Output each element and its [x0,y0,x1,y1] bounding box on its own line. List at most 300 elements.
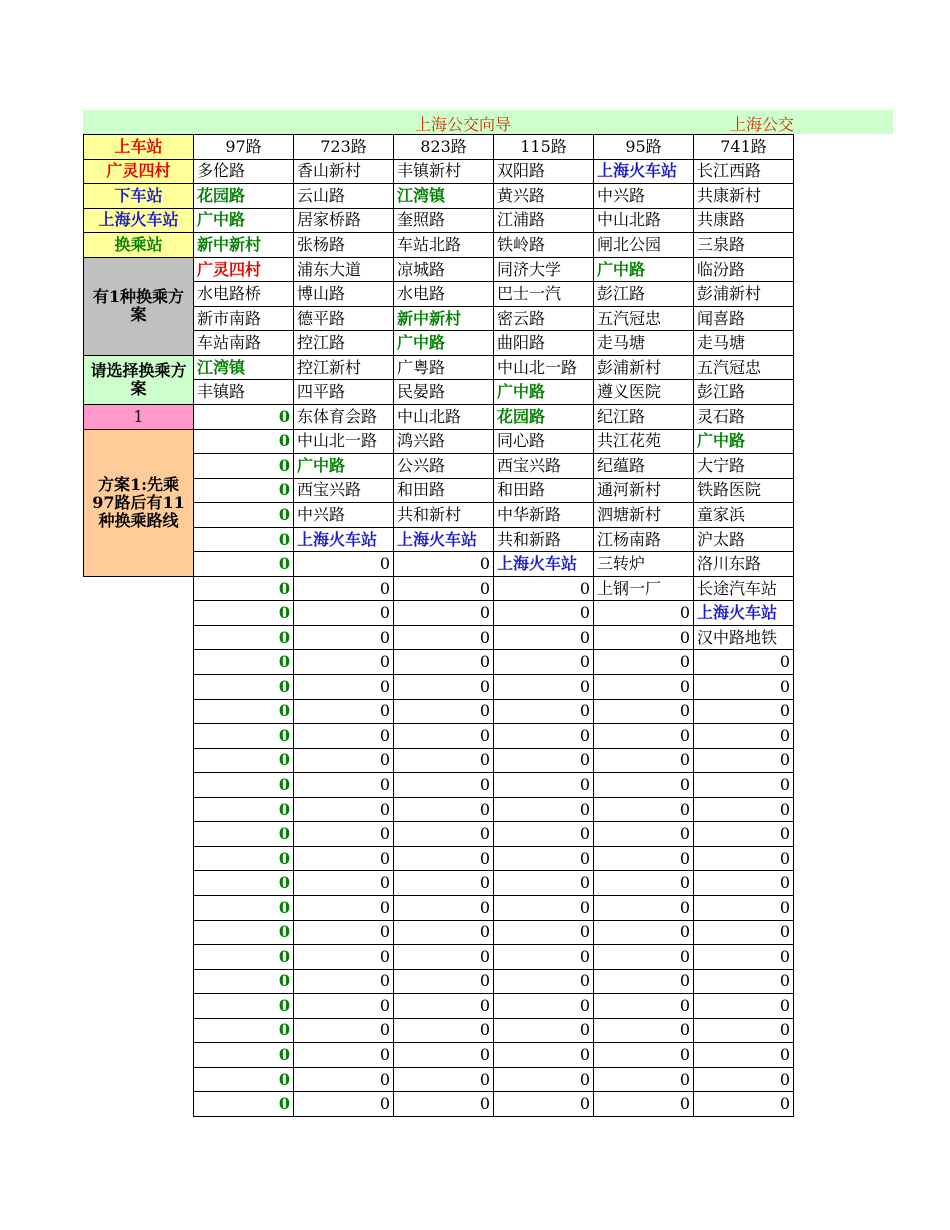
stop-cell: 双阳路 [494,159,594,184]
zero-cell: 0 [494,650,594,675]
table-row [84,773,794,798]
table-row [84,625,794,650]
stop-cell: 广中路 [494,380,594,405]
zero-cell: 0 [294,773,394,798]
stop-cell: 广中路 [594,257,694,282]
zero-cell: 0 [194,699,294,724]
zero-cell: 0 [694,846,794,871]
table-row [84,920,794,945]
zero-cell: 0 [294,822,394,847]
zero-cell: 0 [594,748,694,773]
zero-cell: 0 [394,699,494,724]
zero-cell: 0 [194,650,294,675]
zero-cell: 0 [394,1092,494,1117]
stop-cell: 中兴路 [594,184,694,209]
empty-cell [84,1067,194,1092]
route-header: 95路 [594,135,694,160]
stop-cell: 西宝兴路 [494,454,594,479]
zero-cell: 0 [194,478,294,503]
stop-cell: 博山路 [294,282,394,307]
table-row [84,1018,794,1043]
zero-cell: 0 [294,699,394,724]
zero-cell: 0 [294,797,394,822]
table-row [84,895,794,920]
stop-cell: 共康路 [694,208,794,233]
table-row [84,675,794,700]
stop-cell: 控江路 [294,331,394,356]
stop-cell: 张杨路 [294,233,394,258]
table-row [84,355,794,380]
zero-cell: 0 [594,601,694,626]
empty-cell [84,945,194,970]
stop-cell: 上海火车站 [694,601,794,626]
zero-cell: 0 [694,945,794,970]
zero-cell: 0 [194,1018,294,1043]
zero-cell: 0 [594,699,694,724]
empty-cell [84,576,194,601]
stop-cell: 公兴路 [394,454,494,479]
zero-cell: 0 [494,748,594,773]
zero-cell: 0 [394,994,494,1019]
board-title: 上车站 [84,135,194,160]
stop-cell: 上钢一厂 [594,576,694,601]
zero-cell: 0 [494,994,594,1019]
empty-cell [84,1092,194,1117]
stop-cell: 五汽冠忠 [594,306,694,331]
zero-cell: 0 [594,945,694,970]
zero-cell: 0 [194,920,294,945]
route-header: 97路 [194,135,294,160]
stop-cell: 黄兴路 [494,184,594,209]
table-row [84,601,794,626]
empty-cell [84,822,194,847]
zero-cell: 0 [394,1043,494,1068]
zero-cell: 0 [394,724,494,749]
zero-cell: 0 [594,994,694,1019]
stop-cell: 东体育会路 [294,405,394,430]
stop-cell: 车站南路 [194,331,294,356]
zero-cell: 0 [194,724,294,749]
zero-cell: 0 [294,920,394,945]
stop-cell: 广中路 [294,454,394,479]
zero-cell: 0 [694,699,794,724]
stop-cell: 中山北一路 [294,429,394,454]
table-row [84,846,794,871]
zero-cell: 0 [394,797,494,822]
zero-cell: 0 [694,650,794,675]
zero-cell: 0 [194,503,294,528]
stop-cell: 大宁路 [694,454,794,479]
zero-cell: 0 [194,454,294,479]
empty-cell [84,601,194,626]
stop-cell: 广中路 [694,429,794,454]
table-row [84,405,794,430]
empty-cell [84,920,194,945]
zero-cell: 0 [694,748,794,773]
zero-cell: 0 [394,625,494,650]
stop-cell: 长江西路 [694,159,794,184]
zero-cell: 0 [194,846,294,871]
zero-cell: 0 [194,527,294,552]
zero-cell: 0 [494,895,594,920]
zero-cell: 0 [694,994,794,1019]
stop-cell: 德平路 [294,306,394,331]
table-row [84,135,794,160]
stop-cell: 通河新村 [594,478,694,503]
zero-cell: 0 [594,650,694,675]
stop-cell: 长途汽车站 [694,576,794,601]
stop-cell: 奎照路 [394,208,494,233]
zero-cell: 0 [394,1067,494,1092]
stop-cell: 沪太路 [694,527,794,552]
zero-cell: 0 [194,552,294,577]
table-row [84,184,794,209]
zero-cell: 0 [194,1067,294,1092]
zero-cell: 0 [394,945,494,970]
route-header: 823路 [394,135,494,160]
table-row [84,822,794,847]
zero-cell: 0 [494,797,594,822]
zero-cell: 0 [394,822,494,847]
stop-cell: 纪蕴路 [594,454,694,479]
table-row [84,650,794,675]
stop-cell: 闻喜路 [694,306,794,331]
table-row [84,871,794,896]
zero-cell: 0 [594,1043,694,1068]
zero-cell: 0 [494,773,594,798]
empty-cell [84,895,194,920]
stop-cell: 三泉路 [694,233,794,258]
zero-cell: 0 [394,601,494,626]
zero-cell: 0 [394,895,494,920]
zero-cell: 0 [294,675,394,700]
stop-cell: 彭浦新村 [694,282,794,307]
zero-cell: 0 [394,576,494,601]
stop-cell: 控江新村 [294,355,394,380]
table-row [84,208,794,233]
zero-cell: 0 [394,920,494,945]
empty-cell [84,969,194,994]
zero-cell: 0 [594,675,694,700]
zero-cell: 0 [494,871,594,896]
stop-cell: 汉中路地铁 [694,625,794,650]
zero-cell: 0 [694,675,794,700]
plan-description: 方案1:先乘97路后有11种换乘路线 [84,429,194,576]
stop-cell: 鸿兴路 [394,429,494,454]
stop-cell: 凉城路 [394,257,494,282]
table-row [84,797,794,822]
stop-cell: 上海火车站 [494,552,594,577]
zero-cell: 0 [594,625,694,650]
zero-cell: 0 [294,625,394,650]
stop-cell: 花园路 [194,184,294,209]
zero-cell: 0 [494,822,594,847]
zero-cell: 0 [294,724,394,749]
zero-cell: 0 [194,1043,294,1068]
table-row [84,429,794,454]
transfer-table [83,134,794,1117]
stop-cell: 上海火车站 [394,527,494,552]
stop-cell: 曲阳路 [494,331,594,356]
table-row [84,1043,794,1068]
zero-cell: 0 [294,994,394,1019]
empty-cell [84,1018,194,1043]
banner-title: 上海公交向导 [415,115,512,134]
empty-cell [84,797,194,822]
zero-cell: 0 [394,552,494,577]
stop-cell: 广中路 [194,208,294,233]
zero-cell: 0 [594,969,694,994]
stop-cell: 西宝兴路 [294,478,394,503]
table-row [84,699,794,724]
choose-plan-label: 请选择换乘方案 [84,355,194,404]
zero-cell: 0 [694,1092,794,1117]
stop-cell: 居家桥路 [294,208,394,233]
zero-cell: 0 [294,895,394,920]
stop-cell: 走马塘 [694,331,794,356]
stop-cell: 新市南路 [194,306,294,331]
zero-cell: 0 [594,1067,694,1092]
zero-cell: 0 [594,822,694,847]
stop-cell: 巴士一汽 [494,282,594,307]
table-row [84,1067,794,1092]
empty-cell [84,724,194,749]
zero-cell: 0 [594,846,694,871]
stop-cell: 水电路 [394,282,494,307]
alight-title: 下车站 [84,184,194,209]
zero-cell: 0 [494,724,594,749]
stop-cell: 上海火车站 [294,527,394,552]
zero-cell: 0 [194,871,294,896]
zero-cell: 0 [494,945,594,970]
zero-cell: 0 [294,945,394,970]
empty-cell [84,773,194,798]
stop-cell: 江湾镇 [194,355,294,380]
stop-cell: 浦东大道 [294,257,394,282]
zero-cell: 0 [694,1067,794,1092]
table-row [84,994,794,1019]
zero-cell: 0 [294,650,394,675]
zero-cell: 0 [494,699,594,724]
zero-cell: 0 [294,552,394,577]
zero-cell: 0 [594,773,694,798]
zero-cell: 0 [194,429,294,454]
zero-cell: 0 [394,748,494,773]
zero-cell: 0 [494,1018,594,1043]
stop-cell: 和田路 [394,478,494,503]
zero-cell: 0 [594,1018,694,1043]
stop-cell: 三转炉 [594,552,694,577]
table-row [84,576,794,601]
stop-cell: 彭浦新村 [594,355,694,380]
stop-cell: 灵石路 [694,405,794,430]
plan-selector[interactable]: 1 [84,405,194,430]
empty-cell [84,625,194,650]
board-station: 广灵四村 [84,159,194,184]
stop-cell: 彭江路 [594,282,694,307]
zero-cell: 0 [194,576,294,601]
table-row [84,233,794,258]
table-row [84,257,794,282]
zero-cell: 0 [294,846,394,871]
zero-cell: 0 [494,576,594,601]
zero-cell: 0 [194,675,294,700]
stop-cell: 水电路桥 [194,282,294,307]
stop-cell: 四平路 [294,380,394,405]
alight-station: 上海火车站 [84,208,194,233]
stop-cell: 中华新路 [494,503,594,528]
zero-cell: 0 [594,895,694,920]
stop-cell: 花园路 [494,405,594,430]
zero-cell: 0 [694,895,794,920]
stop-cell: 临汾路 [694,257,794,282]
banner-title-repeat: 上海公交 [730,115,795,134]
zero-cell: 0 [494,1092,594,1117]
zero-cell: 0 [194,969,294,994]
stop-cell: 新中新村 [394,306,494,331]
zero-cell: 0 [394,871,494,896]
stop-cell: 遵义医院 [594,380,694,405]
stop-cell: 铁路医院 [694,478,794,503]
plans-count: 有1种换乘方案 [84,257,194,355]
route-header: 115路 [494,135,594,160]
stop-cell: 共江花苑 [594,429,694,454]
transfer-title: 换乘站 [84,233,194,258]
stop-cell: 中山北一路 [494,355,594,380]
zero-cell: 0 [194,625,294,650]
stop-cell: 江杨南路 [594,527,694,552]
zero-cell: 0 [394,773,494,798]
stop-cell: 车站北路 [394,233,494,258]
stop-cell: 云山路 [294,184,394,209]
stop-cell: 五汽冠忠 [694,355,794,380]
zero-cell: 0 [194,822,294,847]
zero-cell: 0 [194,405,294,430]
stop-cell: 共康新村 [694,184,794,209]
zero-cell: 0 [694,822,794,847]
empty-cell [84,748,194,773]
stop-cell: 童家浜 [694,503,794,528]
stop-cell: 洛川东路 [694,552,794,577]
zero-cell: 0 [394,969,494,994]
zero-cell: 0 [194,1092,294,1117]
table-row [84,1092,794,1117]
zero-cell: 0 [494,1043,594,1068]
stop-cell: 新中新村 [194,233,294,258]
stop-cell: 同心路 [494,429,594,454]
stop-cell: 泗塘新村 [594,503,694,528]
zero-cell: 0 [694,871,794,896]
zero-cell: 0 [394,846,494,871]
zero-cell: 0 [194,748,294,773]
zero-cell: 0 [494,920,594,945]
stop-cell: 丰镇路 [194,380,294,405]
zero-cell: 0 [494,969,594,994]
zero-cell: 0 [694,1018,794,1043]
stop-cell: 和田路 [494,478,594,503]
zero-cell: 0 [294,969,394,994]
stop-cell: 民晏路 [394,380,494,405]
zero-cell: 0 [594,724,694,749]
zero-cell: 0 [694,969,794,994]
stop-cell: 中兴路 [294,503,394,528]
stop-cell: 丰镇新村 [394,159,494,184]
stop-cell: 走马塘 [594,331,694,356]
zero-cell: 0 [694,724,794,749]
stop-cell: 上海火车站 [594,159,694,184]
zero-cell: 0 [594,871,694,896]
table-row [84,748,794,773]
zero-cell: 0 [194,773,294,798]
route-header: 723路 [294,135,394,160]
stop-cell: 广中路 [394,331,494,356]
stop-cell: 纪江路 [594,405,694,430]
zero-cell: 0 [394,1018,494,1043]
table-row [84,945,794,970]
stop-cell: 广粤路 [394,355,494,380]
zero-cell: 0 [494,601,594,626]
zero-cell: 0 [594,797,694,822]
route-header: 741路 [694,135,794,160]
stop-cell: 香山新村 [294,159,394,184]
stop-cell: 彭江路 [694,380,794,405]
zero-cell: 0 [394,675,494,700]
zero-cell: 0 [494,625,594,650]
empty-cell [84,650,194,675]
empty-cell [84,994,194,1019]
stop-cell: 共和新村 [394,503,494,528]
table-row [84,724,794,749]
stop-cell: 铁岭路 [494,233,594,258]
empty-cell [84,871,194,896]
empty-cell [84,675,194,700]
zero-cell: 0 [294,1043,394,1068]
stop-cell: 同济大学 [494,257,594,282]
zero-cell: 0 [694,797,794,822]
zero-cell: 0 [694,1043,794,1068]
zero-cell: 0 [294,871,394,896]
zero-cell: 0 [294,1018,394,1043]
stop-cell: 密云路 [494,306,594,331]
stop-cell: 江湾镇 [394,184,494,209]
zero-cell: 0 [194,601,294,626]
zero-cell: 0 [194,994,294,1019]
stop-cell: 多伦路 [194,159,294,184]
empty-cell [84,699,194,724]
zero-cell: 0 [294,576,394,601]
stop-cell: 江浦路 [494,208,594,233]
stop-cell: 中山北路 [394,405,494,430]
stop-cell: 中山北路 [594,208,694,233]
zero-cell: 0 [694,920,794,945]
empty-cell [84,1043,194,1068]
zero-cell: 0 [294,748,394,773]
zero-cell: 0 [194,797,294,822]
zero-cell: 0 [194,895,294,920]
zero-cell: 0 [494,846,594,871]
table-row [84,159,794,184]
title-banner [83,110,893,134]
zero-cell: 0 [294,1092,394,1117]
table-row [84,969,794,994]
zero-cell: 0 [294,1067,394,1092]
zero-cell: 0 [394,650,494,675]
zero-cell: 0 [494,1067,594,1092]
zero-cell: 0 [594,1092,694,1117]
stop-cell: 共和新路 [494,527,594,552]
zero-cell: 0 [194,945,294,970]
stop-cell: 闸北公园 [594,233,694,258]
